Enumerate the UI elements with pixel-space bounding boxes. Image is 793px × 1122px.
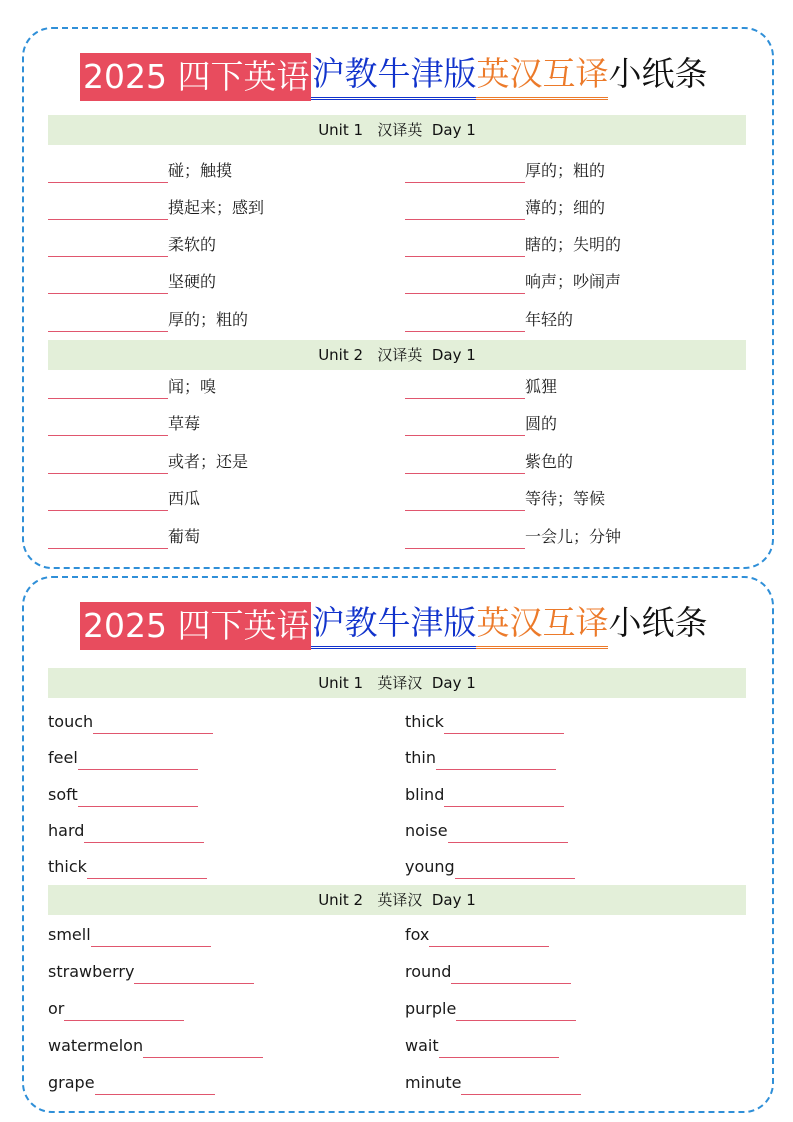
chinese-word: 柔软的: [168, 235, 217, 254]
chinese-word: 薄的；细的: [525, 198, 606, 217]
english-word: wait: [405, 1036, 439, 1055]
chinese-word: 狐狸: [525, 377, 558, 396]
section-header-unit1: Unit 1 英译汉 Day 1: [48, 668, 746, 698]
english-word: minute: [405, 1073, 462, 1092]
title-year: 2025 四下英语: [80, 602, 311, 650]
title-note: 小纸条: [608, 54, 708, 93]
answer-blank[interactable]: [48, 197, 168, 220]
title-translation: 英汉互译: [476, 602, 608, 649]
answer-blank[interactable]: [48, 309, 168, 332]
answer-blank[interactable]: [405, 234, 525, 257]
chinese-word: 草莓: [168, 414, 201, 433]
answer-blank[interactable]: [48, 271, 168, 294]
answer-blank[interactable]: [405, 309, 525, 332]
chinese-word: 厚的；粗的: [525, 161, 606, 180]
answer-blank[interactable]: [48, 451, 168, 474]
vocab-row: [48, 707, 746, 737]
answer-blank[interactable]: [429, 924, 549, 947]
answer-blank[interactable]: [78, 747, 198, 770]
vocab-row: [48, 447, 746, 477]
english-word: grape: [48, 1073, 95, 1092]
answer-blank[interactable]: [444, 711, 564, 734]
english-word: smell: [48, 925, 91, 944]
answer-blank[interactable]: [405, 451, 525, 474]
english-word: feel: [48, 748, 78, 767]
vocab-row: [48, 484, 746, 514]
answer-blank[interactable]: [405, 526, 525, 549]
answer-blank[interactable]: [439, 1035, 559, 1058]
worksheet-title: [80, 602, 707, 650]
vocab-row: [48, 305, 746, 335]
chinese-word: 或者；还是: [168, 452, 249, 471]
answer-blank[interactable]: [456, 998, 576, 1021]
vocab-row: [48, 193, 746, 223]
answer-blank[interactable]: [48, 488, 168, 511]
chinese-word: 圆的: [525, 414, 558, 433]
vocab-row: [48, 1068, 746, 1098]
english-word: young: [405, 857, 455, 876]
chinese-word: 摸起来；感到: [168, 198, 265, 217]
english-word: soft: [48, 785, 78, 804]
chinese-word: 闻；嗅: [168, 377, 217, 396]
answer-blank[interactable]: [405, 197, 525, 220]
answer-blank[interactable]: [405, 160, 525, 183]
answer-blank[interactable]: [405, 376, 525, 399]
vocab-row: [48, 743, 746, 773]
worksheet-card-en-to-cn: [22, 576, 774, 1113]
english-word: watermelon: [48, 1036, 144, 1055]
vocab-row: [48, 372, 746, 402]
answer-blank[interactable]: [48, 526, 168, 549]
answer-blank[interactable]: [444, 784, 564, 807]
vocab-row: [48, 852, 746, 882]
vocab-row: [48, 267, 746, 297]
vocab-row: [48, 957, 746, 987]
section-header-unit1: Unit 1 汉译英 Day 1: [48, 115, 746, 145]
answer-blank[interactable]: [436, 747, 556, 770]
title-edition: 沪教牛津版: [311, 602, 476, 649]
vocab-row: [48, 920, 746, 950]
answer-blank[interactable]: [87, 856, 207, 879]
answer-blank[interactable]: [93, 711, 213, 734]
answer-blank[interactable]: [134, 961, 254, 984]
section-header-unit2: Unit 2 汉译英 Day 1: [48, 340, 746, 370]
answer-blank[interactable]: [48, 234, 168, 257]
title-edition: 沪教牛津版: [311, 53, 476, 100]
vocab-row: [48, 409, 746, 439]
answer-blank[interactable]: [448, 820, 568, 843]
english-word: fox: [405, 925, 430, 944]
vocab-row: [48, 230, 746, 260]
answer-blank[interactable]: [64, 998, 184, 1021]
title-note: 小纸条: [608, 603, 708, 642]
vocab-row: [48, 816, 746, 846]
chinese-word: 碰；触摸: [168, 161, 233, 180]
chinese-word: 年轻的: [525, 310, 574, 329]
answer-blank[interactable]: [91, 924, 211, 947]
chinese-word: 葡萄: [168, 527, 201, 546]
english-word: thick: [405, 712, 444, 731]
answer-blank[interactable]: [78, 784, 198, 807]
english-word: thick: [48, 857, 87, 876]
english-word: noise: [405, 821, 448, 840]
chinese-word: 一会儿；分钟: [525, 527, 622, 546]
english-word: blind: [405, 785, 445, 804]
vocab-row: [48, 780, 746, 810]
answer-blank[interactable]: [48, 413, 168, 436]
answer-blank[interactable]: [48, 376, 168, 399]
answer-blank[interactable]: [405, 413, 525, 436]
answer-blank[interactable]: [84, 820, 204, 843]
english-word: thin: [405, 748, 436, 767]
chinese-word: 响声；吵闹声: [525, 272, 622, 291]
title-translation: 英汉互译: [476, 53, 608, 100]
title-year: 2025 四下英语: [80, 53, 311, 101]
vocab-row: [48, 994, 746, 1024]
english-word: strawberry: [48, 962, 135, 981]
chinese-word: 西瓜: [168, 489, 201, 508]
vocab-row: [48, 522, 746, 552]
answer-blank[interactable]: [451, 961, 571, 984]
answer-blank[interactable]: [143, 1035, 263, 1058]
chinese-word: 紫色的: [525, 452, 574, 471]
chinese-word: 厚的；粗的: [168, 310, 249, 329]
vocab-row: [48, 156, 746, 186]
worksheet-title: [80, 53, 707, 101]
answer-blank[interactable]: [461, 1072, 581, 1095]
chinese-word: 瞎的；失明的: [525, 235, 622, 254]
chinese-word: 等待；等候: [525, 489, 606, 508]
chinese-word: 坚硬的: [168, 272, 217, 291]
vocab-row: [48, 1031, 746, 1061]
answer-blank[interactable]: [455, 856, 575, 879]
english-word: hard: [48, 821, 85, 840]
worksheet-card-cn-to-en: [22, 27, 774, 569]
answer-blank[interactable]: [95, 1072, 215, 1095]
english-word: or: [48, 999, 65, 1018]
answer-blank[interactable]: [405, 271, 525, 294]
section-header-unit2: Unit 2 英译汉 Day 1: [48, 885, 746, 915]
english-word: touch: [48, 712, 94, 731]
english-word: round: [405, 962, 452, 981]
answer-blank[interactable]: [405, 488, 525, 511]
english-word: purple: [405, 999, 457, 1018]
answer-blank[interactable]: [48, 160, 168, 183]
